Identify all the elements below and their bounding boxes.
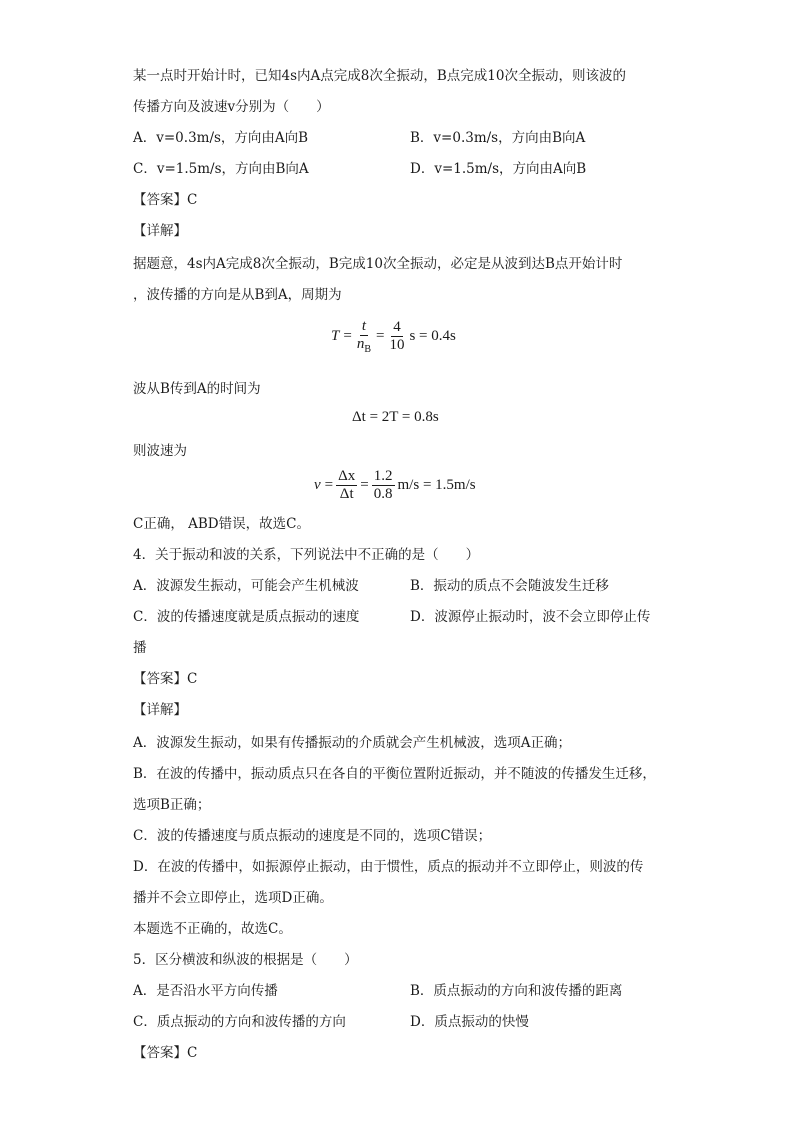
q3-stem-line2: 传播方向及波速v分别为（ ） <box>133 99 330 115</box>
eq1-equals-2: = <box>375 327 385 344</box>
q4-explain-a: A．波源发生振动，如果有传播振动的介质就会产生机械波，选项A正确； <box>133 735 571 751</box>
eq1-fraction-1 <box>355 318 373 354</box>
q3-time-text: 波从B传到A的时间为 <box>133 381 261 397</box>
eq1-frac2-denominator: 10 <box>389 336 405 353</box>
q4-conclusion: 本题选不正确的，故选C。 <box>133 921 292 937</box>
eq3-equals-1: = <box>324 477 334 493</box>
eq1-tail: s = 0.4s <box>409 327 456 344</box>
q5-option-a: A．是否沿水平方向传播 <box>133 983 278 999</box>
q4-explain-c: C．波的传播速度与质点振动的速度是不同的，选项C错误； <box>133 828 492 844</box>
eq3-lhs: v <box>314 477 321 493</box>
q4-explain-b-line1: B．在波的传播中，振动质点只在各自的平衡位置附近振动，并不随波的传播发生迁移， <box>133 766 656 782</box>
eq1-frac1-denominator-sub: B <box>364 344 371 355</box>
q3-time-equation: Δt = 2T = 0.8s <box>352 409 439 425</box>
q3-option-a: A．v=0.3m/s，方向由A向B <box>133 130 309 146</box>
q4-explain-d-line1: D．在波的传播中，如振源停止振动，由于惯性，质点的振动并不立即停止，则波的传 <box>133 859 644 875</box>
q5-stem: 5．区分横波和纵波的根据是（ ） <box>133 952 358 968</box>
q3-explain-line2: ，波传播的方向是从B到A，周期为 <box>133 287 342 303</box>
q4-explain-d-line2: 播并不会立即停止，选项D正确。 <box>133 890 333 906</box>
eq3-equals-2: = <box>360 477 369 493</box>
q5-option-c: C．质点振动的方向和波传播的方向 <box>133 1014 346 1030</box>
q3-detail-heading: 【详解】 <box>133 223 187 239</box>
q4-option-d-line2: 播 <box>133 640 147 656</box>
eq3-frac1-numerator: Δx <box>338 468 356 484</box>
eq3-frac1-denominator: Δt <box>339 486 354 502</box>
q3-stem-line1: 某一点时开始计时，已知4s内A点完成8次全振动，B点完成10次全振动，则该波的 <box>133 68 626 84</box>
q5-option-b: B．质点振动的方向和波传播的距离 <box>410 983 623 999</box>
eq1-fraction-2 <box>387 319 406 354</box>
q4-answer: 【答案】C <box>133 671 198 687</box>
q3-option-c: C．v=1.5m/s，方向由B向A <box>133 161 309 177</box>
q5-answer: 【答案】C <box>133 1045 198 1061</box>
q3-option-b: B．v=0.3m/s，方向由B向A <box>410 130 586 146</box>
eq1-frac1-denominator: n <box>356 336 365 352</box>
eq1-frac1-numerator: t <box>361 318 366 334</box>
eq3-frac2-numerator: 1.2 <box>373 468 393 484</box>
eq3-fraction-1 <box>336 468 357 503</box>
q4-option-d-line1: D．波源停止振动时，波不会立即停止传 <box>410 609 651 625</box>
q4-option-b: B．振动的质点不会随波发生迁移 <box>410 578 609 594</box>
q3-speed-equation <box>314 468 476 503</box>
q3-period-equation <box>331 318 456 354</box>
q3-answer: 【答案】C <box>133 192 198 208</box>
q5-option-d: D．质点振动的快慢 <box>410 1014 529 1030</box>
q4-detail-heading: 【详解】 <box>133 702 187 718</box>
q3-conclusion: C正确， ABD错误，故选C。 <box>133 516 310 532</box>
eq1-equals-1: = <box>343 327 352 344</box>
eq3-tail: m/s = 1.5m/s <box>397 477 476 493</box>
eq1-frac2-numerator: 4 <box>393 318 401 335</box>
q4-stem: 4．关于振动和波的关系，下列说法中不正确的是（ ） <box>133 547 480 563</box>
q4-option-a: A．波源发生振动，可能会产生机械波 <box>133 578 359 594</box>
eq1-lhs: T <box>331 327 340 344</box>
q3-speed-text: 则波速为 <box>133 443 187 459</box>
q3-option-d: D．v=1.5m/s，方向由A向B <box>410 161 587 177</box>
q4-option-c: C．波的传播速度就是质点振动的速度 <box>133 609 360 625</box>
eq3-fraction-2 <box>372 468 395 503</box>
q3-explain-line1: 据题意，4s内A完成8次全振动，B完成10次全振动，必定是从波到达B点开始计时 <box>133 256 623 272</box>
eq3-frac2-denominator: 0.8 <box>373 486 393 502</box>
q4-explain-b-line2: 选项B正确； <box>133 797 211 813</box>
